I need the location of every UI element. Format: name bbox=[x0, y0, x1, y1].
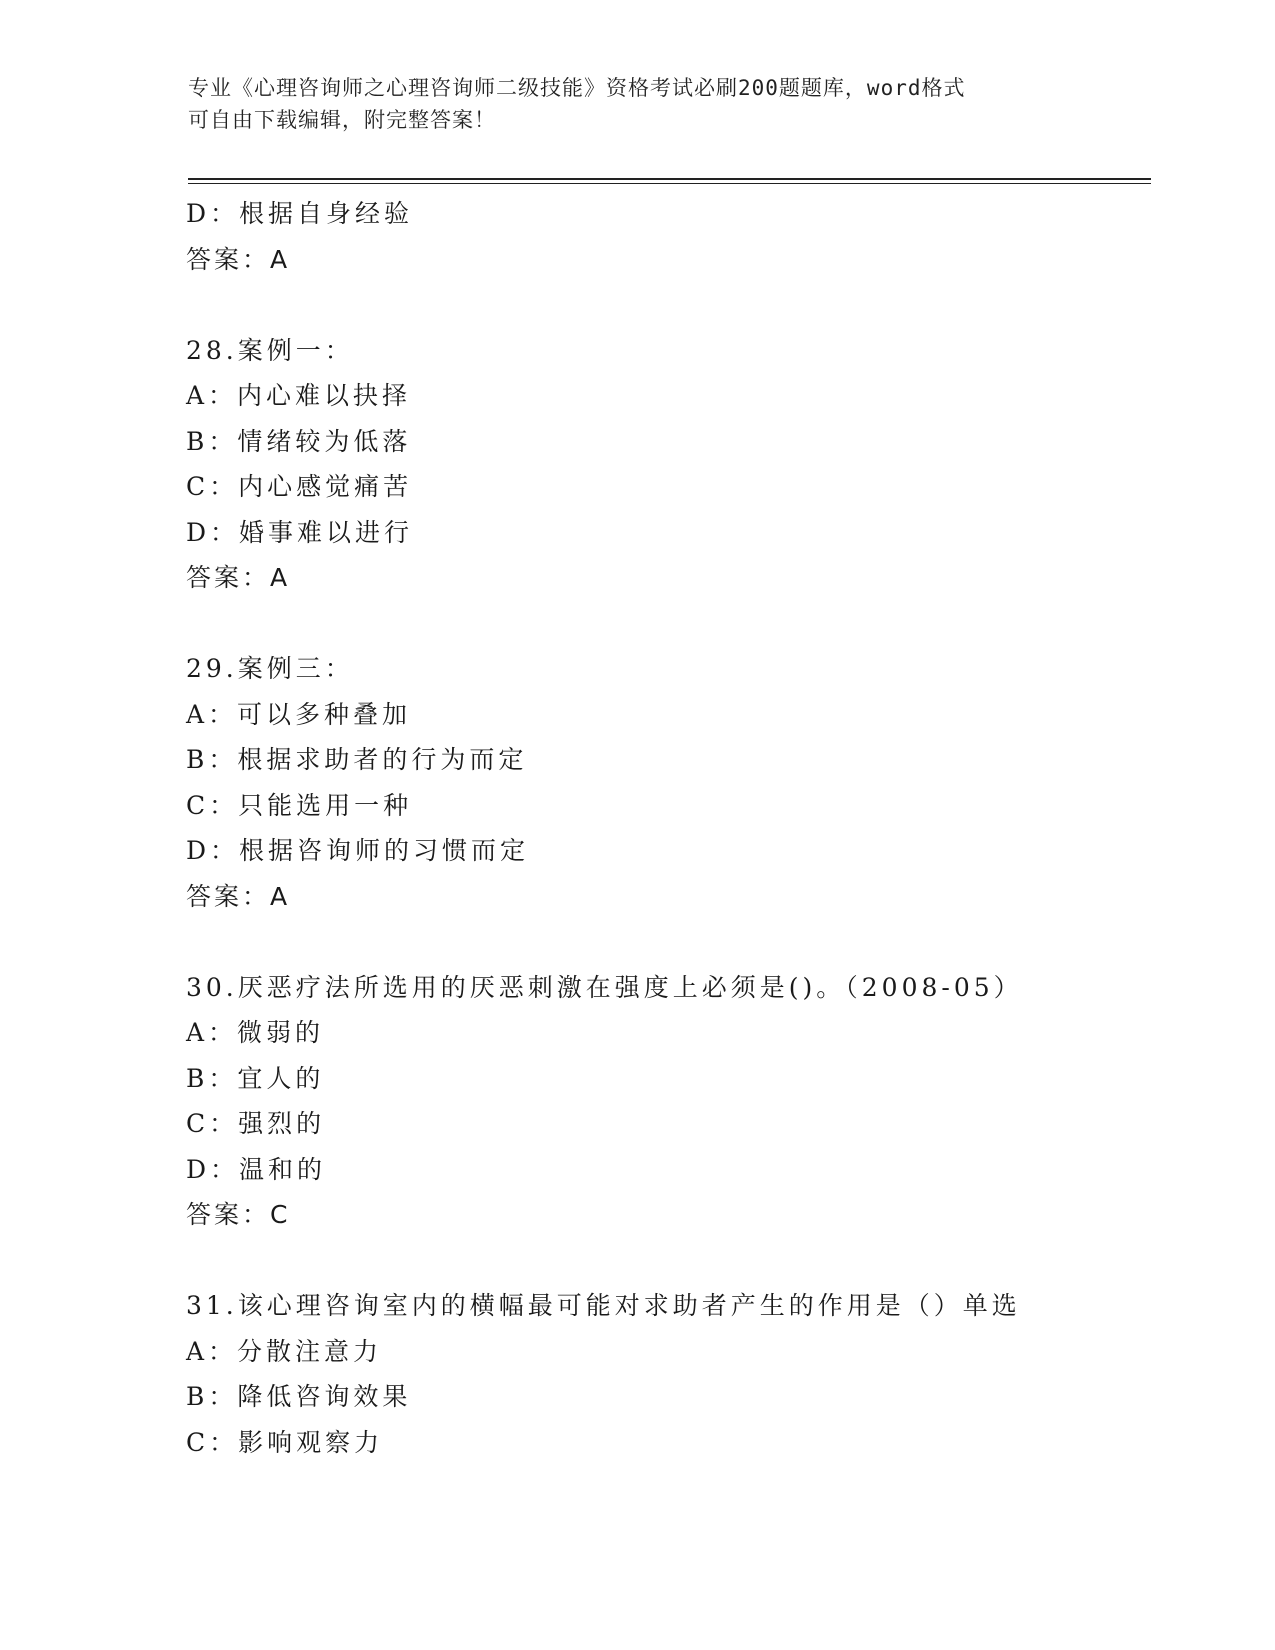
page-header bbox=[188, 72, 1088, 136]
question-30-option-a: A：微弱的 bbox=[186, 1018, 325, 1047]
question-28-option-b: B：情绪较为低落 bbox=[186, 426, 412, 456]
question-list bbox=[186, 191, 1146, 1465]
question-30-option-d: D：温和的 bbox=[186, 1154, 327, 1184]
header-title-line-1: 专业《心理咨询师之心理咨询师二级技能》资格考试必刷200题题库，word格式 bbox=[188, 76, 966, 100]
question-30-option-c: C：强烈的 bbox=[186, 1109, 326, 1138]
question-28 bbox=[186, 328, 1146, 601]
question-28-option-d: D：婚事难以进行 bbox=[186, 517, 414, 547]
question-27-option-d: D：根据自身经验 bbox=[186, 199, 414, 228]
question-30-answer: 答案：C bbox=[186, 1200, 291, 1229]
question-29-option-a: A：可以多种叠加 bbox=[186, 699, 412, 729]
spacer bbox=[186, 1238, 1146, 1284]
question-29-option-c: C：只能选用一种 bbox=[186, 790, 413, 820]
question-29-answer: 答案：A bbox=[186, 881, 291, 911]
header-title-line-2: 可自由下载编辑，附完整答案！ bbox=[188, 108, 496, 132]
question-31-option-a: A：分散注意力 bbox=[186, 1336, 383, 1366]
question-31-option-b: B：降低咨询效果 bbox=[186, 1382, 412, 1411]
question-29 bbox=[186, 646, 1146, 919]
question-30-stem: 30.厌恶疗法所选用的厌恶刺激在强度上必须是()。（2008-05） bbox=[186, 972, 1023, 1002]
question-28-option-c: C：内心感觉痛苦 bbox=[186, 472, 413, 501]
question-31-option-c: C：影响观察力 bbox=[186, 1427, 384, 1457]
spacer bbox=[186, 919, 1146, 965]
question-30 bbox=[186, 965, 1146, 1238]
question-31 bbox=[186, 1283, 1146, 1465]
header-divider-thin bbox=[188, 183, 1151, 184]
spacer bbox=[186, 601, 1146, 647]
question-28-stem: 28.案例一： bbox=[186, 335, 354, 365]
question-27-fragment bbox=[186, 191, 1146, 282]
question-28-option-a: A：内心难以抉择 bbox=[186, 381, 412, 410]
question-28-answer: 答案：A bbox=[186, 563, 291, 592]
question-31-stem: 31.该心理咨询室内的横幅最可能对求助者产生的作用是（）单选 bbox=[186, 1291, 1021, 1320]
question-29-option-d: D：根据咨询师的习惯而定 bbox=[186, 836, 530, 865]
question-29-option-b: B：根据求助者的行为而定 bbox=[186, 745, 528, 774]
question-27-answer: 答案：A bbox=[186, 244, 291, 274]
question-30-option-b: B：宜人的 bbox=[186, 1063, 325, 1093]
header-divider-thick bbox=[188, 178, 1151, 180]
question-29-stem: 29.案例三： bbox=[186, 654, 354, 683]
spacer bbox=[186, 282, 1146, 328]
